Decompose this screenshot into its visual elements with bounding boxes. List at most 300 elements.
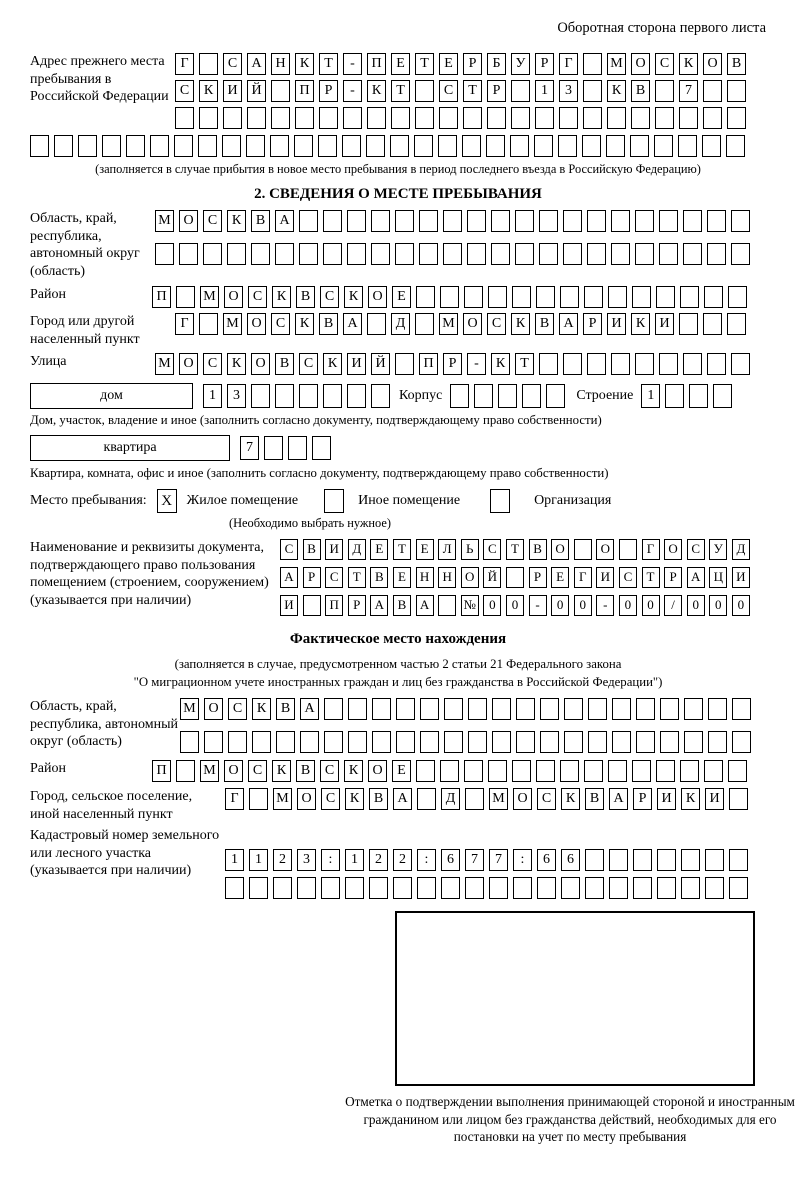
- char-cell: Е: [551, 567, 569, 588]
- char-cell: [728, 286, 747, 308]
- stroenie-label: Строение: [576, 387, 634, 403]
- cadastral-rows: [225, 849, 753, 899]
- char-cell: [288, 436, 307, 460]
- char-cell: [659, 353, 678, 375]
- char-cell: 3: [297, 849, 316, 871]
- char-cell: [635, 210, 654, 232]
- char-cell: [415, 80, 434, 102]
- char-cell: [681, 877, 700, 899]
- char-cell: [516, 731, 535, 753]
- char-cell: [467, 243, 486, 265]
- char-cell: [78, 135, 97, 157]
- char-cell: С: [320, 286, 339, 308]
- char-cell: И: [657, 788, 676, 810]
- char-cell: [492, 731, 511, 753]
- char-cell: [540, 731, 559, 753]
- char-cell: Р: [633, 788, 652, 810]
- char-cell: [246, 135, 265, 157]
- char-cell: [323, 384, 342, 408]
- char-cell: М: [200, 286, 219, 308]
- char-cell: [180, 731, 199, 753]
- char-cell: [227, 243, 246, 265]
- char-cell: [396, 698, 415, 720]
- char-cell: И: [607, 313, 626, 335]
- cadastral-row-1: [225, 849, 753, 871]
- char-cell: К: [272, 286, 291, 308]
- char-cell: [707, 243, 726, 265]
- actual-region-rows: [180, 698, 756, 753]
- char-cell: [705, 849, 724, 871]
- char-cell: О: [251, 353, 270, 375]
- char-cell: Р: [303, 567, 321, 588]
- char-cell: [464, 760, 483, 782]
- city-row: [175, 313, 751, 335]
- char-cell: К: [295, 53, 314, 75]
- char-cell: -: [467, 353, 486, 375]
- char-cell: [635, 353, 654, 375]
- char-cell: О: [596, 539, 614, 560]
- char-cell: [419, 210, 438, 232]
- char-cell: 0: [551, 595, 569, 616]
- char-cell: [611, 353, 630, 375]
- char-cell: А: [393, 788, 412, 810]
- char-cell: Е: [392, 760, 411, 782]
- char-cell: Б: [487, 53, 506, 75]
- char-cell: О: [463, 313, 482, 335]
- char-cell: К: [679, 53, 698, 75]
- char-cell: О: [703, 53, 722, 75]
- char-cell: [633, 877, 652, 899]
- char-cell: [264, 436, 283, 460]
- char-cell: [636, 698, 655, 720]
- char-cell: М: [439, 313, 458, 335]
- char-cell: П: [367, 53, 386, 75]
- char-cell: У: [709, 539, 727, 560]
- section2-title: 2. СВЕДЕНИЯ О МЕСТЕ ПРЕБЫВАНИЯ: [254, 186, 542, 203]
- char-cell: [729, 849, 748, 871]
- char-cell: В: [319, 313, 338, 335]
- char-cell: [727, 313, 746, 335]
- char-cell: [511, 80, 530, 102]
- char-cell: [417, 877, 436, 899]
- stay-type-note: (Необходимо выбрать нужное): [228, 516, 392, 531]
- char-cell: [656, 286, 675, 308]
- char-cell: [679, 107, 698, 129]
- char-cell: [299, 243, 318, 265]
- char-cell: [414, 135, 433, 157]
- char-cell: 2: [393, 849, 412, 871]
- char-cell: О: [513, 788, 532, 810]
- char-cell: С: [203, 353, 222, 375]
- char-cell: [680, 286, 699, 308]
- prev-address-row-4: [30, 135, 766, 157]
- char-cell: Р: [664, 567, 682, 588]
- char-cell: К: [227, 353, 246, 375]
- char-cell: 2: [369, 849, 388, 871]
- char-cell: Г: [175, 53, 194, 75]
- char-cell: [249, 788, 268, 810]
- char-cell: С: [228, 698, 247, 720]
- region-rows: [155, 210, 755, 265]
- apartment-box-label: квартира: [30, 435, 230, 461]
- char-cell: [727, 80, 746, 102]
- char-cell: [633, 849, 652, 871]
- field-district: [30, 286, 766, 308]
- char-cell: С: [439, 80, 458, 102]
- char-cell: К: [227, 210, 246, 232]
- char-cell: С: [223, 53, 242, 75]
- actual-city-label: Город, сельское поселение, иной населенный пункт: [30, 789, 193, 822]
- char-cell: 0: [506, 595, 524, 616]
- char-cell: [222, 135, 241, 157]
- checkbox-other-premises: [324, 489, 344, 513]
- char-cell: М: [200, 760, 219, 782]
- char-cell: [251, 384, 270, 408]
- char-cell: М: [155, 210, 174, 232]
- char-cell: 1: [203, 384, 222, 408]
- char-cell: В: [529, 539, 547, 560]
- street-label: Улица: [30, 354, 67, 370]
- prev-address-rows: [175, 53, 751, 129]
- char-cell: [713, 384, 732, 408]
- char-cell: 6: [561, 849, 580, 871]
- char-cell: [223, 107, 242, 129]
- apartment-line: [30, 435, 766, 461]
- char-cell: К: [681, 788, 700, 810]
- char-cell: Т: [348, 567, 366, 588]
- char-cell: [199, 107, 218, 129]
- char-cell: [324, 698, 343, 720]
- region-label: Область, край, республика, автономный округ (область): [30, 211, 140, 279]
- actual-district-label: Район: [30, 761, 66, 777]
- char-cell: [444, 731, 463, 753]
- char-cell: [560, 760, 579, 782]
- char-cell: С: [299, 353, 318, 375]
- char-cell: [515, 210, 534, 232]
- house-line: [30, 383, 766, 409]
- char-cell: Ь: [461, 539, 479, 560]
- char-cell: [587, 353, 606, 375]
- actual-note-line2: "О миграционном учете иностранных граждан и лиц без гражданства в Российской Федерации"): [133, 675, 663, 690]
- char-cell: [660, 731, 679, 753]
- char-cell: [726, 135, 745, 157]
- char-cell: К: [511, 313, 530, 335]
- char-cell: [443, 243, 462, 265]
- char-cell: [199, 313, 218, 335]
- char-cell: [176, 286, 195, 308]
- house-cells: [203, 384, 395, 408]
- actual-region-row-1: [180, 698, 756, 720]
- char-cell: Е: [392, 286, 411, 308]
- char-cell: В: [585, 788, 604, 810]
- char-cell: А: [343, 313, 362, 335]
- char-cell: [348, 731, 367, 753]
- document-row-2: [280, 567, 754, 588]
- char-cell: [467, 210, 486, 232]
- char-cell: [343, 107, 362, 129]
- char-cell: [175, 107, 194, 129]
- char-cell: -: [596, 595, 614, 616]
- char-cell: [587, 210, 606, 232]
- char-cell: К: [561, 788, 580, 810]
- region-row-1: [155, 210, 755, 232]
- char-cell: [174, 135, 193, 157]
- char-cell: 0: [574, 595, 592, 616]
- char-cell: [708, 731, 727, 753]
- char-cell: [703, 313, 722, 335]
- char-cell: 0: [732, 595, 750, 616]
- char-cell: [560, 286, 579, 308]
- document-label: Наименование и реквизиты документа, подтверждающего право пользования помещением (строением, сооружением) (указывается при наличии): [30, 540, 269, 608]
- char-cell: П: [295, 80, 314, 102]
- char-cell: [703, 107, 722, 129]
- char-cell: П: [325, 595, 343, 616]
- char-cell: [632, 760, 651, 782]
- char-cell: [225, 877, 244, 899]
- char-cell: [729, 788, 748, 810]
- char-cell: [203, 243, 222, 265]
- char-cell: [516, 698, 535, 720]
- char-cell: С: [203, 210, 222, 232]
- char-cell: :: [417, 849, 436, 871]
- char-cell: [564, 731, 583, 753]
- char-cell: С: [325, 567, 343, 588]
- char-cell: [727, 107, 746, 129]
- char-cell: [439, 107, 458, 129]
- char-cell: 6: [537, 849, 556, 871]
- char-cell: [198, 135, 217, 157]
- char-cell: [656, 760, 675, 782]
- char-cell: :: [321, 849, 340, 871]
- char-cell: [416, 286, 435, 308]
- char-cell: О: [368, 286, 387, 308]
- char-cell: М: [155, 353, 174, 375]
- stay-type-label: Место пребывания:: [30, 492, 147, 508]
- char-cell: [372, 698, 391, 720]
- char-cell: 0: [687, 595, 705, 616]
- char-cell: [612, 731, 631, 753]
- char-cell: Т: [319, 53, 338, 75]
- char-cell: А: [247, 53, 266, 75]
- char-cell: [655, 80, 674, 102]
- char-cell: Т: [391, 80, 410, 102]
- char-cell: У: [511, 53, 530, 75]
- char-cell: К: [631, 313, 650, 335]
- char-cell: [395, 243, 414, 265]
- char-cell: В: [276, 698, 295, 720]
- char-cell: Е: [393, 567, 411, 588]
- char-cell: [486, 135, 505, 157]
- char-cell: С: [271, 313, 290, 335]
- char-cell: И: [705, 788, 724, 810]
- char-cell: [705, 877, 724, 899]
- char-cell: Г: [225, 788, 244, 810]
- char-cell: [468, 731, 487, 753]
- char-cell: [583, 53, 602, 75]
- char-cell: [464, 286, 483, 308]
- char-cell: Т: [515, 353, 534, 375]
- char-cell: [612, 698, 631, 720]
- char-cell: Р: [319, 80, 338, 102]
- char-cell: А: [687, 567, 705, 588]
- char-cell: [540, 698, 559, 720]
- char-cell: [299, 210, 318, 232]
- char-cell: [273, 877, 292, 899]
- char-cell: В: [303, 539, 321, 560]
- char-cell: [539, 210, 558, 232]
- char-cell: [323, 210, 342, 232]
- char-cell: [465, 788, 484, 810]
- char-cell: [564, 698, 583, 720]
- char-cell: С: [619, 567, 637, 588]
- prev-address-row-1: [175, 53, 751, 75]
- char-cell: [498, 384, 517, 408]
- char-cell: [367, 313, 386, 335]
- field-prev-address: [30, 53, 766, 129]
- char-cell: [535, 107, 554, 129]
- char-cell: [678, 135, 697, 157]
- char-cell: [150, 135, 169, 157]
- city-label: Город или другой населенный пункт: [30, 314, 140, 347]
- char-cell: [463, 107, 482, 129]
- char-cell: [657, 877, 676, 899]
- char-cell: [444, 698, 463, 720]
- char-cell: [681, 849, 700, 871]
- char-cell: [371, 243, 390, 265]
- char-cell: Г: [642, 539, 660, 560]
- char-cell: Р: [583, 313, 602, 335]
- char-cell: Н: [271, 53, 290, 75]
- char-cell: [491, 243, 510, 265]
- char-cell: [585, 877, 604, 899]
- char-cell: [513, 877, 532, 899]
- field-city: [30, 313, 766, 348]
- char-cell: И: [732, 567, 750, 588]
- char-cell: [102, 135, 121, 157]
- char-cell: [318, 135, 337, 157]
- char-cell: [534, 135, 553, 157]
- char-cell: П: [152, 286, 171, 308]
- char-cell: [300, 731, 319, 753]
- char-cell: А: [275, 210, 294, 232]
- char-cell: [440, 286, 459, 308]
- char-cell: [30, 135, 49, 157]
- char-cell: [417, 788, 436, 810]
- char-cell: 7: [240, 436, 259, 460]
- char-cell: [655, 107, 674, 129]
- char-cell: К: [344, 286, 363, 308]
- char-cell: [366, 135, 385, 157]
- confirmation-stamp-box: [395, 911, 755, 1086]
- char-cell: П: [152, 760, 171, 782]
- char-cell: [707, 353, 726, 375]
- char-cell: 7: [489, 849, 508, 871]
- char-cell: И: [280, 595, 298, 616]
- char-cell: Й: [247, 80, 266, 102]
- apartment-note: Квартира, комната, офис и иное (заполнить согласно документу, подтверждающему право собственности): [30, 466, 609, 481]
- char-cell: А: [370, 595, 388, 616]
- char-cell: Т: [463, 80, 482, 102]
- char-cell: Р: [463, 53, 482, 75]
- page-corner-note: Оборотная сторона первого листа: [557, 20, 766, 36]
- char-cell: [574, 539, 592, 560]
- char-cell: [323, 243, 342, 265]
- char-cell: В: [727, 53, 746, 75]
- char-cell: [271, 107, 290, 129]
- char-cell: [299, 384, 318, 408]
- char-cell: 0: [642, 595, 660, 616]
- char-cell: К: [295, 313, 314, 335]
- cadastral-row-2: [225, 877, 753, 899]
- char-cell: [607, 107, 626, 129]
- char-cell: О: [224, 760, 243, 782]
- char-cell: К: [491, 353, 510, 375]
- char-cell: К: [344, 760, 363, 782]
- char-cell: [391, 107, 410, 129]
- char-cell: 1: [535, 80, 554, 102]
- char-cell: В: [275, 353, 294, 375]
- char-cell: Е: [391, 53, 410, 75]
- char-cell: С: [320, 760, 339, 782]
- checkbox-residential: X: [157, 489, 177, 513]
- char-cell: [247, 107, 266, 129]
- char-cell: С: [280, 539, 298, 560]
- char-cell: О: [664, 539, 682, 560]
- char-cell: Г: [574, 567, 592, 588]
- actual-city-row: [225, 788, 753, 810]
- char-cell: [632, 286, 651, 308]
- char-cell: [731, 210, 750, 232]
- street-row: [155, 353, 755, 375]
- char-cell: А: [609, 788, 628, 810]
- char-cell: [657, 849, 676, 871]
- char-cell: [155, 243, 174, 265]
- char-cell: [683, 243, 702, 265]
- char-cell: [249, 877, 268, 899]
- char-cell: О: [179, 210, 198, 232]
- char-cell: О: [551, 539, 569, 560]
- char-cell: [347, 384, 366, 408]
- char-cell: [680, 760, 699, 782]
- char-cell: [416, 760, 435, 782]
- char-cell: [587, 243, 606, 265]
- char-cell: [419, 243, 438, 265]
- stamp-note: Отметка о подтверждении выполнения принимающей стороной и иностранным гражданином или лицом без гражданства действий, необходимых для его постановки на учет по месту пребывания: [345, 1094, 795, 1145]
- char-cell: [275, 243, 294, 265]
- char-cell: Р: [535, 53, 554, 75]
- char-cell: [321, 877, 340, 899]
- char-cell: [583, 107, 602, 129]
- char-cell: Й: [371, 353, 390, 375]
- char-cell: [390, 135, 409, 157]
- char-cell: [372, 731, 391, 753]
- char-cell: [491, 210, 510, 232]
- char-cell: Р: [443, 353, 462, 375]
- district-row: [152, 286, 752, 308]
- char-cell: -: [343, 53, 362, 75]
- char-cell: :: [513, 849, 532, 871]
- char-cell: [539, 353, 558, 375]
- char-cell: [729, 877, 748, 899]
- document-row-1: [280, 539, 754, 560]
- char-cell: [583, 80, 602, 102]
- char-cell: 1: [345, 849, 364, 871]
- char-cell: К: [199, 80, 218, 102]
- char-cell: [228, 731, 247, 753]
- field-region: [30, 210, 766, 280]
- char-cell: К: [272, 760, 291, 782]
- char-cell: Р: [487, 80, 506, 102]
